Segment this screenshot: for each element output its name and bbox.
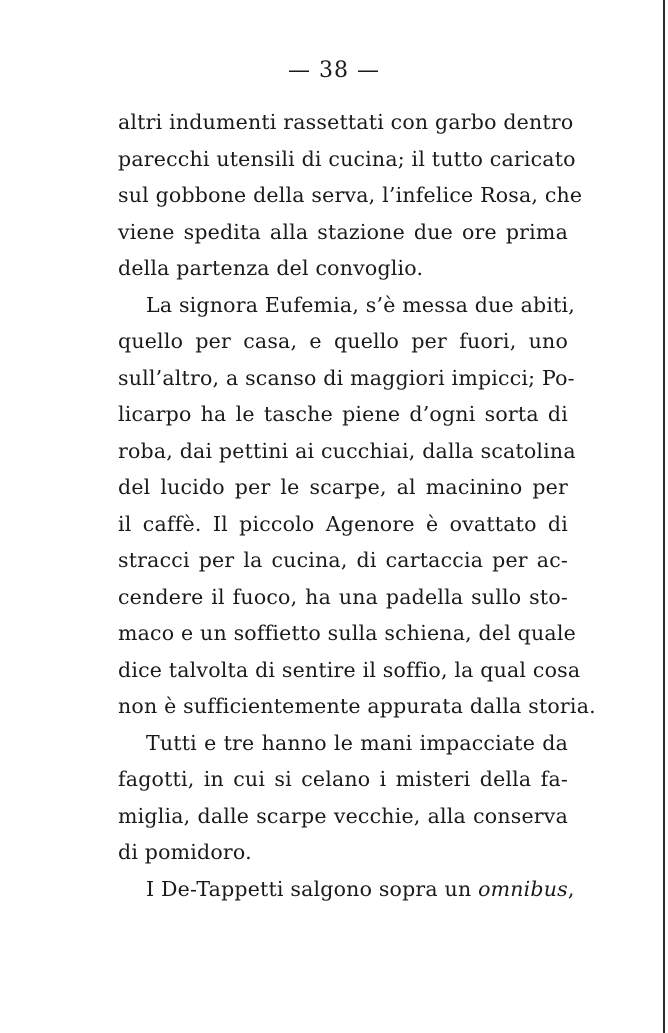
text-line: di pomidoro. [118, 840, 252, 864]
text-line: sul gobbone della serva, l’infelice Rosa, che [118, 183, 583, 207]
page-number: — 38 — [288, 58, 380, 83]
text-line: licarpo ha le tasche piene d’ogni sorta di [118, 402, 568, 426]
text-line: il caffè. Il piccolo Agenore è ovattato di [118, 511, 568, 536]
text-line: della partenza del convoglio. [118, 256, 424, 280]
final-line-suffix: , [567, 876, 575, 901]
text-line: parecchi utensili di cucina; il tutto caricato [118, 146, 576, 171]
text-line: altri indumenti rassettati con garbo dentro [118, 110, 574, 134]
text-line: non è sufficientemente appurata dalla storia. [118, 694, 596, 718]
body-text [118, 104, 596, 907]
text-line: del lucido per le scarpe, al macinino per [118, 475, 568, 499]
text-line: sull’altro, a scanso di maggiori impicci; Po- [118, 365, 575, 390]
text-line: quello per casa, e quello per fuori, uno [118, 329, 568, 353]
text-line: Tutti e tre hanno le mani impacciate da [146, 730, 568, 755]
text-line: La signora Eufemia, s’è messa due abiti, [146, 292, 575, 317]
text-line: dice talvolta di sentire il soffio, la qual cosa [118, 657, 581, 682]
text-line: miglia, dalle scarpe vecchie, alla conserva [118, 803, 568, 828]
text-line: stracci per la cucina, di cartaccia per ac- [118, 548, 568, 572]
text-line: maco e un soffietto sulla schiena, del quale [118, 621, 576, 645]
text-line: cendere il fuoco, ha una padella sullo sto- [118, 584, 568, 609]
final-line-italic: omnibus [478, 876, 568, 901]
final-line-prefix: I De-Tappetti salgono sopra un [146, 876, 479, 901]
page-edge-line [663, 0, 665, 1033]
text-line-final [118, 871, 575, 908]
text-line: roba, dai pettini ai cucchiai, dalla scatolina [118, 438, 576, 463]
text-line: fagotti, in cui si celano i misteri della fa- [118, 767, 568, 791]
text-line: viene spedita alla stazione due ore prima [118, 219, 568, 244]
